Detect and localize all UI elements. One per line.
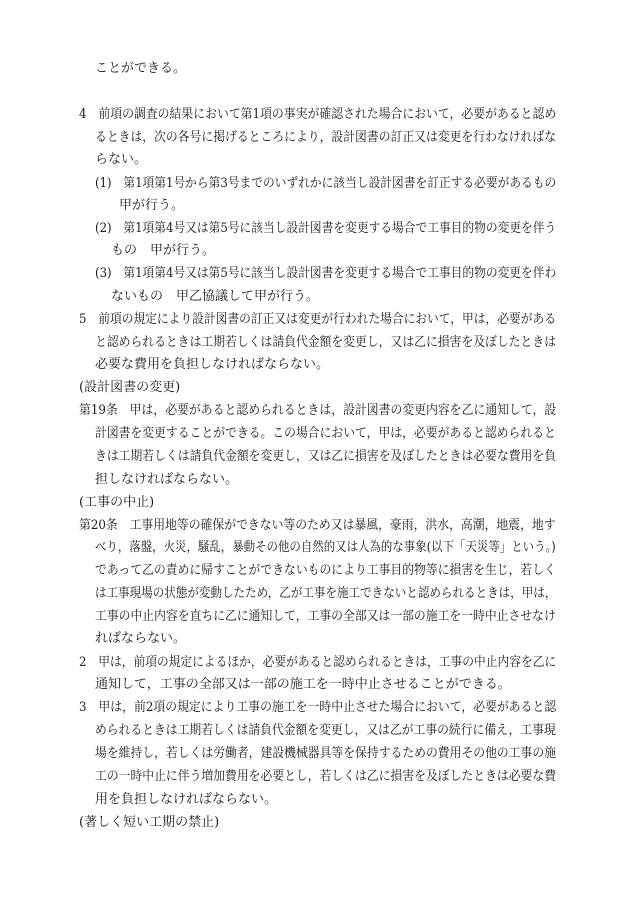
text-line: るときは，次の各号に掲げるところにより，設計図書の訂正又は変更を行わなければな [95, 130, 557, 145]
section-heading: (工事の中止) [79, 495, 155, 510]
text-line: と認められるときは工期若しくは請負代金額を変更し，又は乙に損害を及ぼしたときは [95, 335, 557, 350]
section-heading: (著しく短い工期の禁止) [79, 815, 220, 830]
text-line: 工事の中止内容を直ちに乙に通知して，工事の全部又は一部の施工を一時中止させなけ [95, 609, 556, 624]
text-line: ればならない。 [95, 631, 187, 646]
text-line: もの 甲が行う。 [111, 243, 216, 258]
section-heading: (設計図書の変更) [79, 380, 181, 395]
text-line: 2 甲は，前項の規定によるほか，必要があると認められるときは，工事の中止内容を乙に [79, 655, 557, 670]
text-line: 4 前項の調査の結果において第1項の事実が確認された場合において，必要があると認め [79, 107, 557, 122]
text-line: ないもの 甲乙協議して甲が行う。 [111, 289, 320, 304]
text-line: 5 前項の規定により設計図書の訂正又は変更が行われた場合において，甲は，必要がある [79, 312, 557, 327]
text-line: は工事現場の状態が変動したため，乙が工事を施工できないと認められるときは，甲は， [95, 586, 557, 601]
text-line: (2) 第1項第4号又は第5号に該当し設計図書を変更する場合で工事目的物の変更を伴う [95, 221, 557, 236]
article-line: 第20条 工事用地等の確保ができない等のため又は暴風，豪雨，洪水，高潮，地震，地す [79, 518, 556, 533]
text-line: きは工期若しくは請負代金額を変更し，又は乙に損害を及ぼしたときは必要な費用を負 [95, 449, 557, 464]
text-line: 計図書を変更することができる。この場合において，甲は，必要があると認められると [95, 426, 556, 441]
text-line: 工の一時中止に伴う増加費用を必要とし，若しくは乙に損害を及ぼしたときは必要な費 [95, 769, 557, 784]
text-line: ことができる。 [95, 61, 187, 76]
text-line: 必要な費用を負担しなければならない。 [95, 357, 330, 372]
text-line: らない。 [95, 152, 148, 167]
text-line: 場を維持し，若しくは労働者，建設機械器具等を保持するための費用その他の工事の施 [95, 746, 557, 761]
text-line: 甲が行う。 [119, 198, 185, 213]
text-line: べり，落盤，火災，騒乱，暴動その他の自然的又は人為的な事象(以下「天災等」という。) [95, 540, 556, 555]
text-line: 用を負担しなければならない。 [95, 792, 278, 807]
text-line: 担しなければならない。 [95, 472, 239, 487]
text-line: 3 甲は，前2項の規定により工事の施工を一時中止させた場合において，必要があると認 [79, 700, 557, 715]
text-line: (1) 第1項第1号から第3号までのいずれかに該当し設計図書を訂正する必要があるもの [95, 176, 557, 191]
text-line: められるときは工期若しくは請負代金額を変更し，又は乙が工事の続行に備え，工事現 [95, 723, 556, 738]
text-line: (3) 第1項第4号又は第5号に該当し設計図書を変更する場合で工事目的物の変更を伴わ [95, 266, 557, 281]
article-line: 第19条 甲は，必要があると認められるときは，設計図書の変更内容を乙に通知して，設 [79, 403, 557, 418]
text-line: であって乙の責めに帰すことができないものにより工事目的物等に損害を生じ，若しく [95, 563, 556, 578]
text-line: 通知して，工事の全部又は一部の施工を一時中止させることができる。 [95, 677, 511, 692]
